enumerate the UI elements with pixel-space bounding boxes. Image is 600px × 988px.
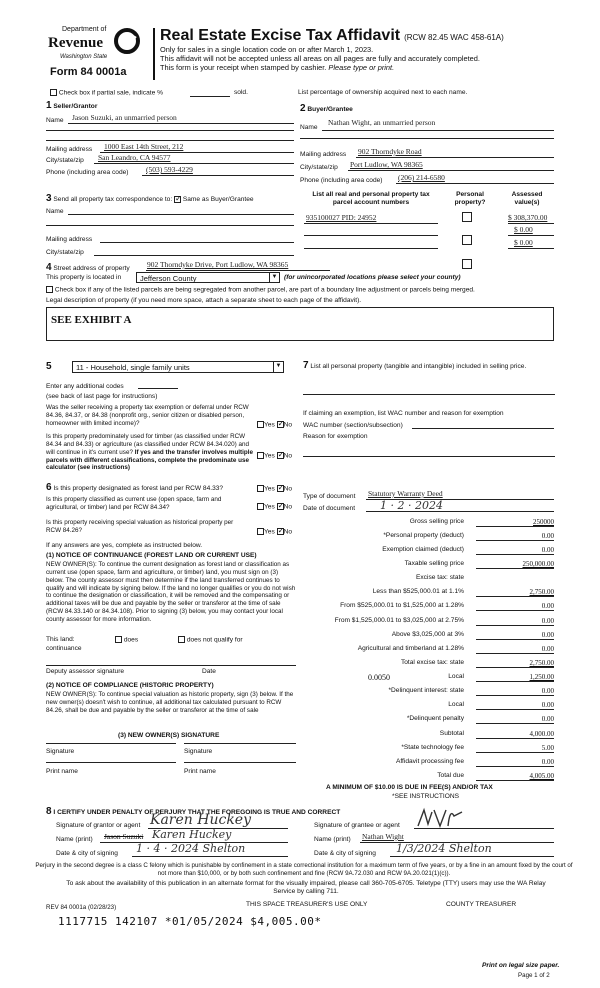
affidavit-fee-value[interactable]: 0.00: [476, 758, 554, 767]
tax-row: [308, 588, 554, 598]
buyer-mail-label: Mailing address: [300, 151, 347, 158]
assessed-value[interactable]: $ 0.00: [514, 238, 533, 247]
legal-description-field[interactable]: [46, 307, 554, 341]
grantee-name-print[interactable]: Nathan Wight: [362, 832, 404, 841]
exemption-claim-label: If claiming an exemption, list WAC number and reason for exemption: [303, 410, 504, 417]
corr-mail-label: Mailing address: [46, 236, 93, 243]
parcel-head-1: List all real and personal property tax parcel account numbers: [312, 191, 430, 206]
doc-type-label: Type of document: [303, 493, 356, 500]
type-or-print: Please type or print.: [328, 62, 395, 72]
total-due-value[interactable]: 4,005.00: [476, 772, 554, 781]
seller-name-label: Name: [46, 117, 64, 124]
delinq-state-value[interactable]: 0.00: [476, 687, 554, 696]
corr-name-label: Name: [46, 208, 64, 215]
wac-number-label: WAC number (section/subsection): [303, 422, 403, 429]
tax-row: [308, 758, 554, 768]
form-number: Form 84 0001a: [50, 66, 127, 78]
seller-name[interactable]: Jason Suzuki, an unmarried person: [72, 113, 177, 122]
form-title-ref: (RCW 82.45 WAC 458-61A): [404, 33, 504, 42]
partial-sale-checkbox[interactable]: [50, 89, 57, 96]
grantor-name-struck: Jason Suzuki: [104, 832, 144, 841]
no-label: No: [283, 528, 293, 536]
local-value[interactable]: 1,250.00: [476, 673, 554, 682]
buyer-phone[interactable]: (206) 214-6580: [398, 173, 445, 182]
subtotal-value[interactable]: 4,000.00: [476, 730, 554, 739]
grantee-name-label: Name (print): [314, 836, 351, 843]
exemption-question: Was the seller receiving a property tax exemption or deferral under RCW 84.36, 84.37, or 84.38 (nonprofit org., senior citizen or disabled person, homeowner with limited income)?: [46, 404, 249, 427]
seller-mail-label: Mailing address: [46, 146, 93, 153]
legal-description-label: Legal description of property (if you need more space, attach a separate sheet to each page of the affidavit).: [46, 297, 362, 304]
q1-no-checkbox[interactable]: [277, 421, 284, 428]
total-due-label: Total due: [437, 772, 464, 779]
subtotal-label: Subtotal: [439, 730, 464, 737]
tax-row: [308, 715, 554, 725]
notice-continuance-body: NEW OWNER(S): To continue the current designation as forest land or classification as current use (open space, farm and agriculture, or timber) land, you must sign on (3) below. The county assessor must then determine if the land transferred continues to qualify and will indicate by signing below. If the land no longer qualifies or you do not wish to continue the designation or classification, it will be removed and the compensating or additional taxes will be due and payable by the seller or transferor at the time of sale (RCW 84.33.140 or 84.34.108). Prior to signing (3) below, you may contact your local county assessor for more information.: [46, 561, 296, 624]
local-rate[interactable]: 0.0050: [368, 673, 390, 682]
q2-yes-checkbox[interactable]: [257, 452, 264, 459]
rate4-label: Above $3,025,000 at 3%: [391, 631, 464, 638]
tax-row: [308, 687, 554, 697]
street-address[interactable]: 902 Thorndyke Drive, Port Ludlow, WA 98365: [147, 260, 289, 269]
timber-question-text: Is this property predominately used for timber (as classified under RCW 84.34 and 84.33) or agriculture (as classified under RCW 84.34.020) and will continue in it's current use?: [46, 433, 250, 456]
yes-label: Yes: [264, 503, 275, 511]
seller-phone-label: Phone (including area code): [46, 169, 129, 176]
section-7-number: 7: [303, 360, 309, 371]
personal-property-checkbox[interactable]: [462, 259, 472, 269]
taxable-label: Taxable selling price: [404, 560, 464, 567]
same-as-buyer-checkbox[interactable]: [174, 196, 181, 203]
buyer-city-label: City/state/zip: [300, 164, 338, 171]
current-use-no-checkbox[interactable]: [277, 503, 284, 510]
section-3-number: 3: [46, 193, 52, 204]
no-label: No: [283, 503, 293, 511]
subtitle-3: This form is your receipt when stamped by cashier.: [160, 62, 327, 72]
notice-continuance-heading: (1) NOTICE OF CONTINUANCE (FOREST LAND OR CURRENT USE): [46, 552, 257, 559]
rate2-label: From $525,000.01 to $1,525,000 at 1.28%: [340, 602, 464, 609]
yes-label: Yes: [264, 485, 275, 493]
grantor-name-print[interactable]: Karen Huckey: [152, 828, 232, 841]
owner-print-name-label: Print name: [46, 768, 78, 775]
notice-compliance-heading: (2) NOTICE OF COMPLIANCE (HISTORIC PROPERTY): [46, 682, 214, 689]
agri-value[interactable]: 0.00: [476, 645, 554, 654]
assessed-value[interactable]: $ 308,370.00: [508, 213, 548, 222]
unincorporated-note: (for unincorporated locations please select your county): [284, 274, 461, 281]
buyer-phone-label: Phone (including area code): [300, 177, 383, 184]
affidavit-fee-label: Affidavit processing fee: [395, 758, 464, 765]
seller-phone[interactable]: (503) 593-4229: [146, 165, 193, 174]
legal-description-value: SEE EXHIBIT A: [51, 314, 132, 326]
treasurer-use: THIS SPACE TREASURER'S USE ONLY: [246, 901, 368, 908]
section-2-number: 2: [300, 103, 306, 114]
additional-codes-label: Enter any additional codes: [46, 383, 124, 390]
personal-property-checkbox[interactable]: [462, 235, 472, 245]
taxable-value[interactable]: 250,000.00: [476, 560, 554, 569]
personal-property-checkbox[interactable]: [462, 212, 472, 222]
q1-yes-checkbox[interactable]: [257, 421, 264, 428]
exemption-label: Exemption claimed (deduct): [382, 546, 464, 553]
partial-sale-label: Check box if partial sale, indicate %: [58, 89, 163, 97]
tax-row: [308, 701, 554, 711]
historic-yes-checkbox[interactable]: [257, 528, 264, 535]
perjury-notice: Perjury in the second degree is a class C felony which is punishable by confinement in a state correctional institution for a maximum term of five years, or by a fine in an amount fixed by the court of not more than $10,000, or by both such confinement and fine (RCW 9A.72.030 and RCW 9A.20.021(1)(c)).: [35, 862, 573, 877]
rate1-label: Less than $525,000.01 at 1.1%: [372, 588, 464, 595]
grantor-signature-text: Karen Huckey: [150, 812, 251, 828]
tax-row: [308, 772, 554, 782]
rate3-label: From $1,525,000.01 to $3,025,000 at 2.75%: [334, 617, 464, 624]
tax-row: [308, 730, 554, 740]
date-label: Date: [202, 668, 216, 675]
doc-date[interactable]: 1 · 2 · 2024: [380, 499, 443, 512]
segregated-label: Check box if any of the listed parcels are being segregated from another parcel, are part of a boundary line adjustment or parcels being merged.: [54, 286, 475, 294]
seller-city[interactable]: San Leandro, CA 94577: [98, 153, 171, 162]
excise-state-heading: Excise tax: state: [415, 574, 464, 581]
gross-value[interactable]: 250000: [476, 518, 554, 527]
tax-row: [308, 546, 554, 556]
forest-question: Is this property designated as forest land per RCW 84.33?: [53, 485, 224, 492]
chevron-down-icon: ▼: [273, 362, 283, 372]
buyer-city[interactable]: Port Ludlow, WA 98365: [350, 160, 423, 169]
notice-compliance-body: NEW OWNER(S): To continue special valuation as historic property, sign (3) below. If the new owner(s) doesn't wish to continue, all additional tax calculated pursuant to RCW 84.26, shall be due and payable by the seller or transferor at the time of sale: [46, 691, 294, 714]
this-land-label: This land:: [46, 636, 75, 643]
land-does-checkbox[interactable]: [115, 636, 122, 643]
grantee-signature-label: Signature of grantee or agent: [314, 822, 400, 829]
grantee-signature[interactable]: [416, 806, 466, 830]
yes-label: Yes: [264, 452, 275, 460]
personal-label: *Personal property (deduct): [383, 532, 464, 539]
forest-yes-checkbox[interactable]: [257, 485, 264, 492]
seller-city-label: City/state/zip: [46, 157, 84, 164]
tech-fee-label: *State technology fee: [401, 744, 464, 751]
q2-no-checkbox[interactable]: [277, 452, 284, 459]
doc-type[interactable]: Statutory Warranty Deed: [368, 489, 443, 498]
buyer-heading: Buyer/Grantee: [307, 106, 353, 113]
grantor-date-city[interactable]: 1 · 4 · 2024 Shelton: [136, 842, 246, 855]
corr-city-label: City/state/zip: [46, 249, 84, 256]
land-does-not-checkbox[interactable]: [178, 636, 185, 643]
new-owner-signature-heading: (3) NEW OWNER(S) SIGNATURE: [118, 732, 220, 739]
assessed-value[interactable]: $ 0.00: [514, 225, 533, 234]
see-instructions: *SEE INSTRUCTIONS: [392, 793, 460, 800]
grantor-signature-label: Signature of grantor or agent: [56, 822, 141, 829]
seller-mail[interactable]: 1000 East 14th Street, 212: [104, 142, 184, 151]
personal-property-list-label: List all personal property (tangible and intangible) included in selling price.: [310, 363, 527, 370]
historic-no-checkbox[interactable]: [277, 528, 284, 535]
tax-row: [308, 602, 554, 612]
grantee-date-label: Date & city of signing: [314, 850, 376, 857]
no-label: No: [283, 452, 293, 460]
owner-signature-label: Signature: [46, 748, 75, 755]
gross-label: Gross selling price: [409, 518, 464, 525]
page-number: Page 1 of 2: [518, 972, 550, 979]
timber-question: [46, 433, 256, 472]
tax-row: [308, 659, 554, 669]
tax-row: [308, 518, 554, 528]
county-select[interactable]: [136, 272, 280, 283]
owner-signature-label-2: Signature: [184, 748, 213, 755]
grantor-signature[interactable]: [150, 812, 251, 829]
alt-format-notice: To ask about the availability of this publication in an alternate format for the visually impaired, please call 360-705-6705. Teletype (TTY) users may use the WA Relay Service by calling 711.: [66, 880, 546, 896]
agri-label: Agricultural and timberland at 1.28%: [357, 645, 464, 652]
exemption-value[interactable]: 0.00: [476, 546, 554, 555]
minimum-note: A MINIMUM OF $10.00 IS DUE IN FEE(S) AND/OR TAX: [326, 784, 493, 791]
dept-line1: Department of: [62, 26, 107, 33]
land-use-code-select[interactable]: [72, 361, 284, 373]
delinq-local-value[interactable]: 0.00: [476, 701, 554, 710]
dept-line2: Revenue: [48, 35, 103, 51]
segregated-checkbox[interactable]: [46, 286, 53, 293]
grantor-date-label: Date & city of signing: [56, 850, 118, 857]
land-use-code: 11 - Household, single family units: [76, 363, 190, 372]
dor-swoosh-icon: [114, 28, 140, 54]
does-label: does: [123, 636, 139, 644]
no-label: No: [283, 485, 293, 493]
forest-no-checkbox[interactable]: [277, 485, 284, 492]
section-5-number: 5: [46, 361, 52, 372]
county-treasurer: COUNTY TREASURER: [446, 901, 517, 908]
county-value: Jefferson County: [140, 274, 197, 283]
subtitle-1: Only for sales in a single location code on or after March 1, 2023.: [160, 45, 374, 55]
historic-question: Is this property receiving special valuation as historical property per RCW 84.26?: [46, 519, 234, 534]
delinq-state-label: *Delinquent interest: state: [388, 687, 464, 694]
same-as-buyer-label: Same as Buyer/Grantee: [182, 196, 254, 203]
see-back-note: (see back of last page for instructions): [46, 393, 158, 400]
doc-date-label: Date of document: [303, 505, 356, 512]
yes-label: Yes: [264, 421, 275, 429]
rate3-value[interactable]: 0.00: [476, 617, 554, 626]
reason-exemption-label: Reason for exemption: [303, 433, 368, 440]
correspondence-label: Send all property tax correspondence to:: [53, 196, 173, 203]
current-use-yes-checkbox[interactable]: [257, 503, 264, 510]
section-8-number: 8: [46, 806, 52, 817]
dept-line3: Washington State: [60, 54, 108, 60]
total-state-value[interactable]: 2,750.00: [476, 659, 554, 668]
subtitle-2: This affidavit will not be accepted unless all areas on all pages are fully and accurately completed.: [160, 54, 480, 64]
legal-size-note: Print on legal size paper.: [482, 962, 560, 969]
tech-fee-value[interactable]: 5.00: [476, 744, 554, 753]
street-address-label: Street address of property: [53, 265, 130, 272]
rate1-value[interactable]: 2,750.00: [476, 588, 554, 597]
local-label: Local: [448, 673, 464, 680]
located-in-label: This property is located in: [46, 274, 122, 281]
if-any-yes: If any answers are yes, complete as instructed below.: [46, 542, 203, 549]
parcel-head-2: Personal property?: [454, 191, 486, 206]
no-label: No: [283, 421, 293, 429]
does-not-label: does not qualify for: [186, 636, 243, 644]
continuance-label: continuance: [46, 645, 82, 652]
seller-heading: Seller/Grantor: [53, 103, 98, 110]
treasurer-stamp: 1117715 142107 *01/05/2024 $4,005.00*: [58, 915, 322, 928]
tax-row: [308, 631, 554, 641]
rate4-value[interactable]: 0.00: [476, 631, 554, 640]
parcel-number[interactable]: 935100027 PID: 24952: [306, 213, 377, 222]
section-1-number: 1: [46, 100, 52, 111]
grantor-name-label: Name (print): [56, 836, 93, 843]
penalty-value[interactable]: 0.00: [476, 715, 554, 724]
rate2-value[interactable]: 0.00: [476, 602, 554, 611]
section-6-number: 6: [46, 482, 52, 493]
buyer-name-label: Name: [300, 124, 318, 131]
tax-row: [308, 617, 554, 627]
certify-statement: I CERTIFY UNDER PENALTY OF PERJURY THAT THE FOREGOING IS TRUE AND CORRECT: [53, 809, 341, 816]
penalty-label: *Delinquent penalty: [406, 715, 464, 722]
tax-row: [308, 560, 554, 570]
tax-row: [308, 645, 554, 655]
yes-label: Yes: [264, 528, 275, 536]
form-title: Real Estate Excise Tax Affidavit: [160, 27, 401, 44]
personal-value[interactable]: 0.00: [476, 532, 554, 541]
total-state-label: Total excise tax: state: [400, 659, 464, 666]
buyer-mail[interactable]: 902 Thorndyke Road: [358, 147, 422, 156]
section-4-number: 4: [46, 262, 52, 273]
tax-row: [308, 532, 554, 542]
parcel-head-3: Assessed value(s): [511, 191, 543, 206]
deputy-assessor-label: Deputy assessor signature: [46, 668, 125, 675]
ownership-note: List percentage of ownership acquired next to each name.: [298, 89, 468, 96]
owner-print-name-label-2: Print name: [184, 768, 216, 775]
tax-row: [308, 673, 554, 683]
buyer-name[interactable]: Nathan Wight, an unmarried person: [328, 118, 436, 127]
dor-logo: [48, 26, 148, 82]
current-use-question: Is this property classified as current use (open space, farm and agricultural, or timber) land per RCW 84.34?: [46, 496, 222, 511]
form-title-block: [160, 26, 560, 73]
tax-row: [308, 574, 554, 584]
sold-label: sold.: [234, 89, 248, 96]
timber-question-note: If yes and the transfer involves multiple parcels with different classifications, complete the predominate use calculator (see instructions): [46, 448, 253, 472]
revision: REV 84 0001a (02/28/23): [46, 904, 117, 911]
tax-row: [308, 744, 554, 754]
grantee-date-city[interactable]: 1/3/2024 Shelton: [396, 842, 492, 855]
chevron-down-icon: ▼: [269, 273, 279, 282]
delinq-local-label: Local: [448, 701, 464, 708]
